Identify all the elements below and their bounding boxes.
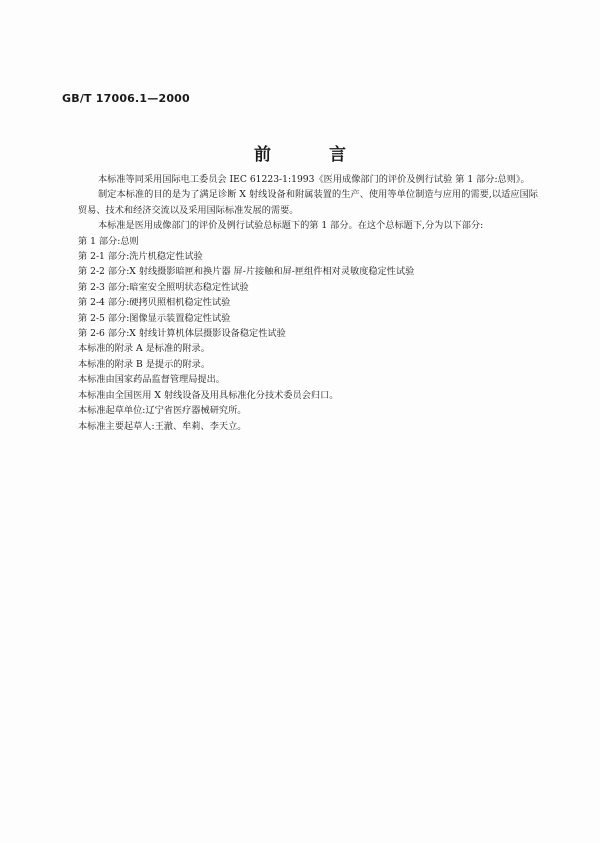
paragraph-purpose: 制定本标准的目的是为了满足诊断 X 射线设备和附属装置的生产、使用等单位制造与应用的需要,以适应国际贸易、技术和经济交流以及采用国际标准发展的需要。 xyxy=(78,189,538,216)
standard-code: GB/T 17006.1—2000 xyxy=(62,92,190,105)
statements-list xyxy=(78,341,538,433)
part-item: 第 2-6 部分:X 射线计算机体层摄影设备稳定性试验 xyxy=(78,328,286,340)
page-title: 前 言 xyxy=(254,145,372,165)
statement-proposer: 本标准由国家药品监督管理局提出。 xyxy=(78,374,225,386)
paragraph-structure: 本标准是医用成像部门的评价及例行试验总标题下的第 1 部分。在这个总标题下,分为以下部分: xyxy=(98,220,484,232)
part-item: 第 2-5 部分:图像显示装置稳定性试验 xyxy=(78,312,231,324)
statement-drafting-unit: 本标准起草单位:辽宁省医疗器械研究所。 xyxy=(78,405,247,417)
part-item: 第 2-4 部分:硬拷贝照相机稳定性试验 xyxy=(78,297,231,309)
part-item: 第 2-3 部分:暗室安全照明状态稳定性试验 xyxy=(78,281,249,293)
parts-list xyxy=(78,234,538,342)
statement-drafters: 本标准主要起草人:王澈、牟莉、李天立。 xyxy=(78,420,247,432)
statement-committee: 本标准由全国医用 X 射线设备及用具标准化分技术委员会归口。 xyxy=(78,389,339,401)
part-item: 第 1 部分:总则 xyxy=(78,235,139,247)
document-body xyxy=(78,172,538,434)
statement-appendix-a: 本标准的附录 A 是标准的附录。 xyxy=(78,343,210,355)
part-item: 第 2-1 部分:洗片机稳定性试验 xyxy=(78,251,203,263)
part-item: 第 2-2 部分:X 射线摄影暗匣和换片器 屏-片接触和屏-匣组件相对灵敏度稳定性试验 xyxy=(78,266,415,278)
statement-appendix-b: 本标准的附录 B 是提示的附录。 xyxy=(78,358,211,370)
paragraph-adoption: 本标准等同采用国际电工委员会 IEC 61223-1:1993《医用成像部门的评价及例行试验 第 1 部分:总则》。 xyxy=(98,174,530,185)
